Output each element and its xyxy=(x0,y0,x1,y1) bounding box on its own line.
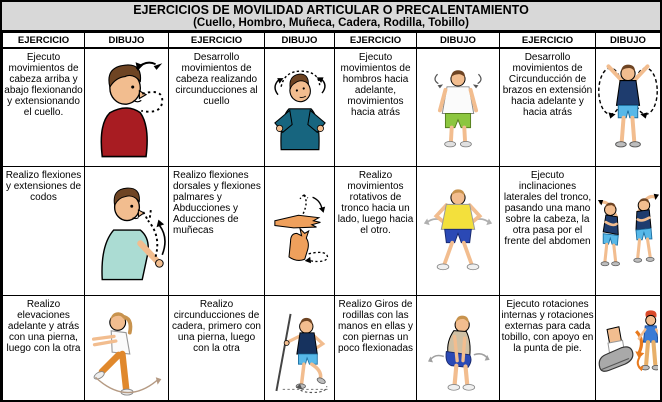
drawing-cell xyxy=(265,296,335,402)
table-row xyxy=(3,167,661,296)
title-line1: EJERCICIOS DE MOVILIDAD ARTICULAR O PRECALENTAMIENTO xyxy=(133,3,529,17)
drawing-cell xyxy=(417,167,500,296)
exercise-text-cell: Desarrollo movimientos de cabeza realizando circunducciones al cuello xyxy=(169,48,265,167)
ankle-rotation-illustration xyxy=(598,304,658,402)
column-header-ejercicio: EJERCICIO xyxy=(169,33,265,49)
knee-circles-illustration xyxy=(423,302,493,402)
exercise-text-cell: Realizo flexiones y extensiones de codos xyxy=(3,167,85,296)
elbow-flexion-illustration xyxy=(87,173,167,289)
head-flexion-illustration xyxy=(87,54,167,162)
drawing-cell xyxy=(85,48,169,167)
exercise-table xyxy=(2,32,661,402)
exercise-text-cell: Realizo movimientos rotativos de tronco hacia un lado, luego hacia el otro. xyxy=(335,167,417,296)
arm-circumduction-illustration xyxy=(597,55,659,161)
hip-circumduction-illustration xyxy=(267,301,333,402)
wrist-movements-illustration xyxy=(267,173,333,289)
exercise-text-cell: Ejecuto movimientos de cabeza arriba y abajo flexionando y extensionando el cuello. xyxy=(3,48,85,167)
drawing-cell xyxy=(596,167,661,296)
column-header-ejercicio: EJERCICIO xyxy=(500,33,596,49)
exercise-text-cell: Realizo elevaciones adelante y atrás con una pierna, luego con la otra xyxy=(3,296,85,402)
exercise-text-cell: Ejecuto rotaciones internas y rotaciones externas para cada tobillo, con apoyo en la punta de pie. xyxy=(500,296,596,402)
column-header-dibujo: DIBUJO xyxy=(265,33,335,49)
column-header-dibujo: DIBUJO xyxy=(417,33,500,49)
column-header-dibujo: DIBUJO xyxy=(596,33,661,49)
exercise-text-cell: Realizo circunducciones de cadera, primero con una pierna, luego con la otra xyxy=(169,296,265,402)
exercise-text-cell: Realizo flexiones dorsales y flexiones palmares y Abducciones y Aducciones de muñecas xyxy=(169,167,265,296)
column-header-ejercicio: EJERCICIO xyxy=(335,33,417,49)
shoulder-rolls-illustration xyxy=(425,55,491,161)
drawing-cell xyxy=(85,296,169,402)
column-header-dibujo: DIBUJO xyxy=(85,33,169,49)
trunk-rotation-illustration xyxy=(423,173,493,289)
table-row xyxy=(3,48,661,167)
neck-circumduction-illustration xyxy=(267,55,333,161)
drawing-cell xyxy=(596,296,661,402)
exercise-text-cell: Ejecuto inclinaciones laterales del tronco, pasando una mano sobre la cabeza, la otra pasa por el frente del abdomen xyxy=(500,167,596,296)
title-line2: (Cuello, Hombro, Muñeca, Cadera, Rodilla, Tobillo) xyxy=(193,17,469,29)
drawing-cell xyxy=(265,48,335,167)
drawing-cell xyxy=(596,48,661,167)
header-row xyxy=(3,33,661,49)
exercise-text-cell: Realizo Giros de rodillas con las manos en ellas y con piernas un poco flexionadas xyxy=(335,296,417,402)
drawing-cell xyxy=(417,296,500,402)
exercise-text-cell: Desarrollo movimientos de Circunducción de brazos en extensión hacia adelante y hacia atrás xyxy=(500,48,596,167)
column-header-ejercicio: EJERCICIO xyxy=(3,33,85,49)
table-row xyxy=(3,296,661,402)
drawing-cell xyxy=(417,48,500,167)
side-bend-illustration xyxy=(597,175,659,287)
drawing-cell xyxy=(265,167,335,296)
leg-swing-illustration xyxy=(88,302,166,402)
table-title xyxy=(2,2,660,32)
drawing-cell xyxy=(85,167,169,296)
exercise-text-cell: Ejecuto movimientos de hombros hacia adelante, movimientos hacia atrás xyxy=(335,48,417,167)
